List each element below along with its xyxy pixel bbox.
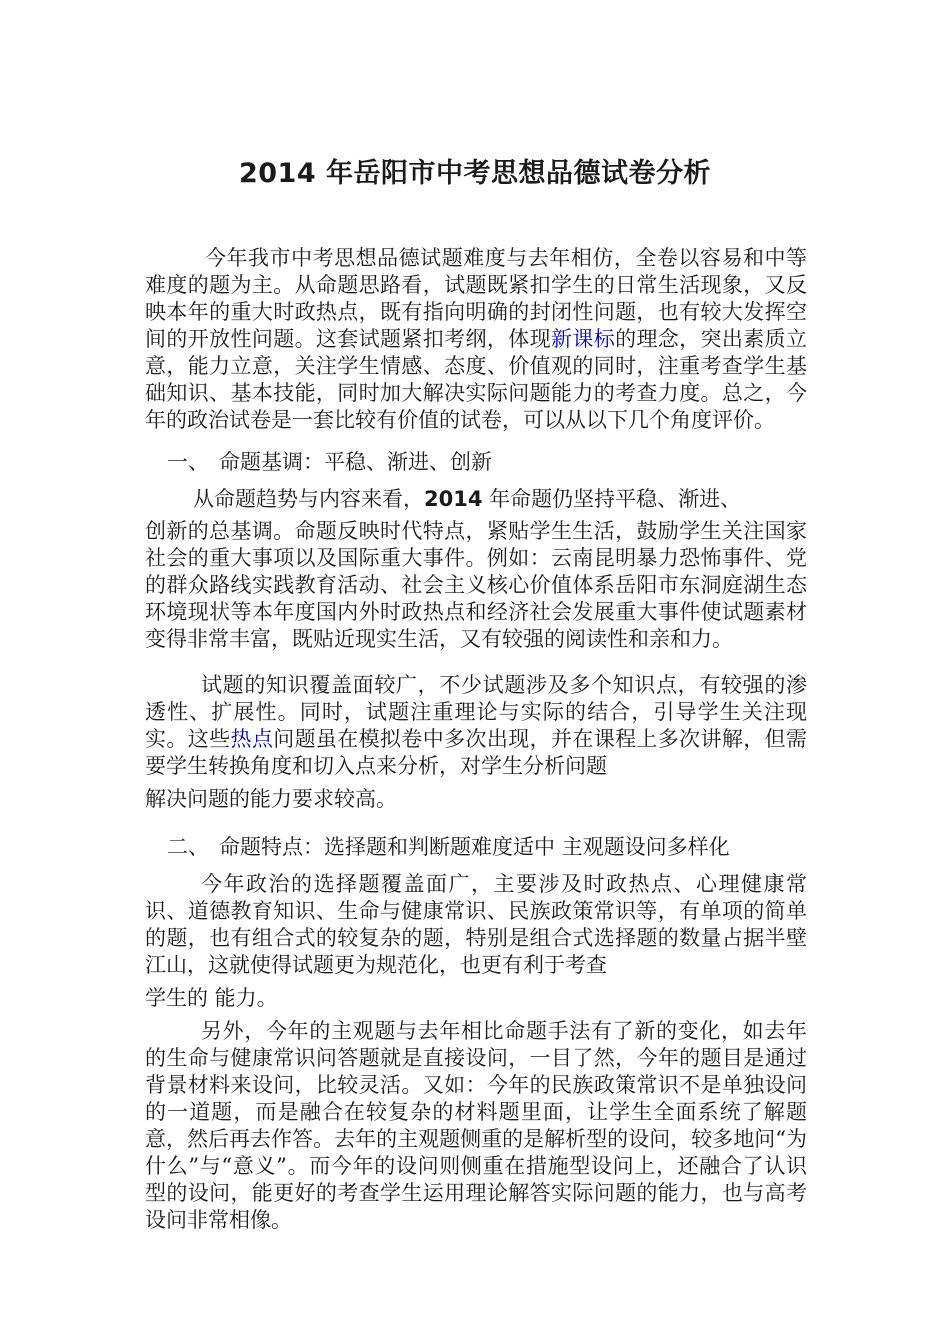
- document-title: 2014 年岳阳市中考思想品德试卷分析: [238, 158, 712, 189]
- section-1-heading: [145, 449, 807, 476]
- section-1-paragraph-1: 创新的总基调。命题反映时代特点，紧贴学生生活，鼓励学生关注国家社会的重大事项以及国际重大事件。例如：云南昆明暴力恐怖事件、党的群众路线实践教育活动、社会主义核心价值体系岳阳市东洞庭湖生态环境现状等本年度国内外时政热点和经济社会发展重大事件使试题素材变得非常丰富，既贴近现实生活，又有较强的阅读性和亲和力。: [145, 519, 807, 651]
- section-2-paragraph-2: 另外，今年的主观题与去年相比命题手法有了新的变化，如去年的生命与健康常识问答题就是直接设问，一目了然，今年的题目是通过背景材料来设问，比较灵活。又如：今年的民族政策常识不是单独设问的一道题，而是融合在较复杂的材料题里面，让学生全面系统了解题意，然后再去作答。去年的主观题侧重的是解析型的设问，较多地问“为什么”与“意义”。而今年的设问则侧重在措施型设问上，还融合了认识型的设问，能更好的考查学生运用理论解答实际问题的能力，也与高考设问非常相像。: [145, 1019, 807, 1232]
- section-2-heading: [145, 834, 807, 861]
- section-2-paragraph-1-last: 学生的 能力。: [145, 986, 278, 1010]
- intro-text-2: 的理念，突出素质立意，能力立意，关注学生情感、态度、价值观的同时，注重考查学生基础知识、基本技能，同时加大解决实际问题能力的考查力度。总之，今年的政治试卷是一套比较有价值的试卷，可以从以下几个角度评价。: [145, 327, 808, 432]
- s1p1-pre: 从命题趋势与内容来看，: [193, 487, 424, 511]
- intro-text-1: 今年我市中考思想品德试题难度与去年相仿，全卷以容易和中等难度的题为主。从命题思路看，试题既紧扣学生的日常生活现象，又反映本年的重大时政热点，既有指向明确的封闭性问题，也有较大发挥空间的开放性问题。这套试题紧扣考纲，体现: [145, 246, 807, 351]
- s1p2-text-2: 问题虽在模拟卷中多次出现，并在课程上多次讲解，但需要学生转换角度和切入点来分析，对学生分析问题: [145, 727, 808, 778]
- section-2-heading-text: 命题特点：选择题和判断题难度适中 主观题设问多样化: [219, 835, 730, 859]
- hot-topic-link[interactable]: 热点: [230, 727, 274, 751]
- intro-paragraph: [145, 245, 807, 434]
- s1p1-year: 2014: [424, 487, 483, 511]
- section-1-number: 一、: [167, 450, 209, 474]
- section-2-number: 二、: [167, 835, 209, 859]
- new-curriculum-link[interactable]: 新课标: [550, 327, 616, 351]
- section-1-paragraph-1-first-line: [145, 486, 807, 513]
- s1p1-post: 年命题仍坚持平稳、渐进、: [482, 487, 742, 511]
- section-1-paragraph-2-last: 解决问题的能力要求较高。: [145, 787, 397, 811]
- section-1-paragraph-2: [145, 672, 807, 780]
- s1p2-text-1: 试题的知识覆盖面较广，不少试题涉及多个知识点，有较强的渗透性、扩展性。同时，试题注重理论与实际的结合，引导学生关注现实。这些: [145, 673, 807, 751]
- section-1-heading-text: 命题基调：平稳、渐进、创新: [219, 450, 492, 474]
- section-2-paragraph-1: 今年政治的选择题覆盖面广，主要涉及时政热点、心理健康常识、道德教育知识、生命与健康常识、民族政策常识等，有单项的简单的题，也有组合式的较复杂的题，特别是组合式选择题的数量占据半壁江山，这就使得试题更为规范化，也更有利于考查: [145, 872, 807, 977]
